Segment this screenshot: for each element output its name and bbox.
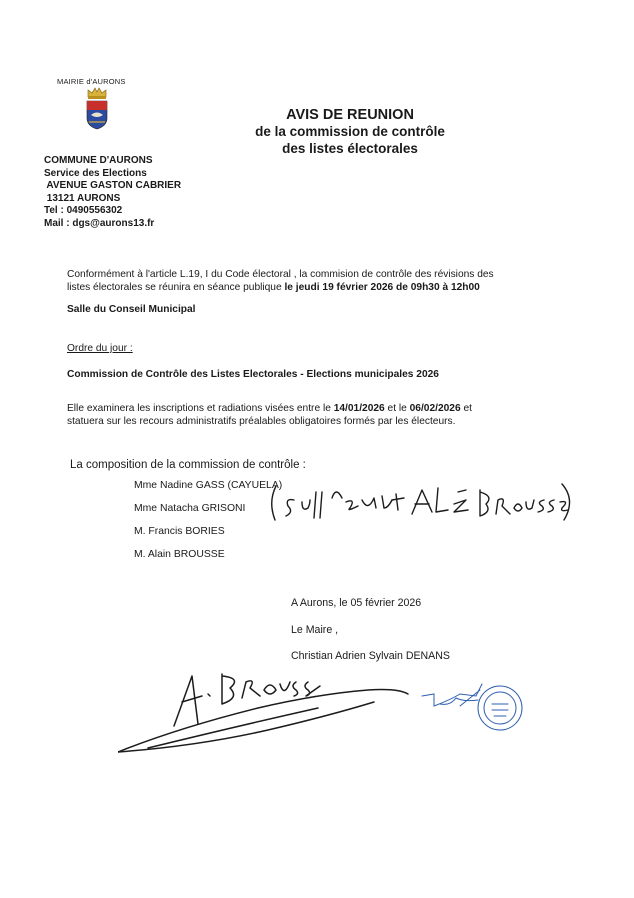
member-item: M. Alain BROUSSE bbox=[134, 549, 225, 560]
exam-text-3: et bbox=[460, 403, 472, 414]
address-block bbox=[44, 155, 181, 231]
intro-line-2 bbox=[67, 281, 494, 294]
place-date: A Aurons, le 05 février 2026 bbox=[291, 597, 422, 609]
address-line: Tel : 0490556302 bbox=[44, 205, 123, 217]
agenda-label: Ordre du jour : bbox=[67, 343, 133, 354]
signatory-name: Christian Adrien Sylvain DENANS bbox=[291, 650, 450, 662]
signatory-role: Le Maire , bbox=[291, 624, 339, 636]
member-item: M. Francis BORIES bbox=[134, 526, 225, 537]
mairie-label: MAIRIE d'AURONS bbox=[57, 77, 126, 86]
exam-line-2: statuera sur les recours administratifs préalables obligatoires formés par les électeurs. bbox=[67, 416, 456, 427]
coat-of-arms-icon bbox=[84, 86, 110, 130]
meeting-location: Salle du Conseil Municipal bbox=[67, 304, 196, 315]
title-line-3: des listes électorales bbox=[282, 140, 418, 156]
member-item: Mme Natacha GRISONI bbox=[134, 503, 246, 514]
exam-line-1 bbox=[67, 402, 472, 415]
mayor-signature-stamp bbox=[420, 676, 530, 736]
title-line-1: AVIS DE REUNION bbox=[286, 107, 414, 123]
member-item: Mme Nadine GASS (CAYUELA) bbox=[134, 480, 283, 491]
address-line: Mail : dgs@aurons13.fr bbox=[44, 217, 155, 229]
end-date: 06/02/2026 bbox=[409, 403, 461, 414]
agenda-item: Commission de Contrôle des Listes Electorales - Elections municipales 2026 bbox=[67, 369, 439, 380]
start-date: 14/01/2026 bbox=[333, 403, 385, 414]
document-title bbox=[250, 106, 450, 157]
exam-text-1: Elle examinera les inscriptions et radiations visées entre le bbox=[67, 403, 334, 414]
address-line: AVENUE GASTON CABRIER bbox=[44, 180, 182, 192]
intro-paragraph bbox=[67, 268, 494, 294]
handwritten-note bbox=[266, 478, 576, 524]
address-line: COMMUNE D'AURONS bbox=[44, 155, 153, 166]
meeting-datetime: le jeudi 19 février 2026 de 09h30 à 12h00 bbox=[284, 282, 480, 293]
intro-line-1: Conformément à l'article L.19, I du Code électoral , la commision de contrôle des révisions des bbox=[67, 269, 494, 280]
address-line: 13121 AURONS bbox=[44, 192, 121, 204]
intro-line-2-text: listes électorales se réunira en séance publique bbox=[67, 282, 285, 293]
address-line: Service des Elections bbox=[44, 167, 147, 179]
exam-paragraph bbox=[67, 402, 472, 428]
composition-label: La composition de la commission de contrôle : bbox=[70, 459, 306, 471]
title-line-2: de la commission de contrôle bbox=[255, 124, 445, 139]
handwritten-signature bbox=[118, 668, 418, 758]
exam-text-2: et le bbox=[384, 403, 410, 414]
